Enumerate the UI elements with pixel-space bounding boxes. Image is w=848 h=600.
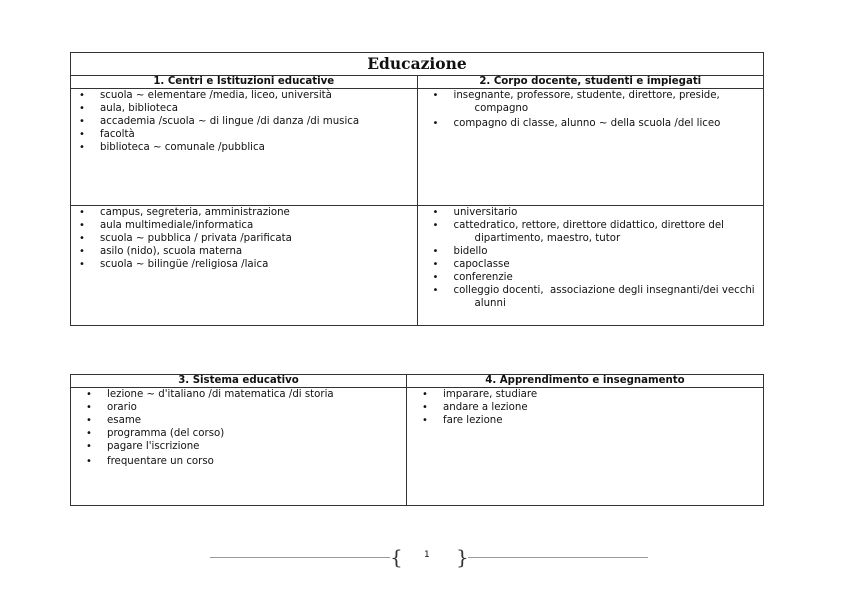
cell-apprendimento [407,388,764,506]
list-item: • scuola ~ bilingüe /religiosa /laica [71,258,417,271]
page-title: Educazione [71,53,764,76]
list-centri-row1 [71,89,417,154]
list-item: • aula, biblioteca [71,102,417,115]
cell-centri-row2 [71,206,418,326]
education-table-1 [70,52,764,326]
list-item: • scuola ~ elementare /media, liceo, università [71,89,417,102]
list-item: • insegnante, professore, studente, direttore, preside, compagno [418,89,764,115]
list-apprendimento [407,388,763,427]
header-apprendimento: 4. Apprendimento e insegnamento [407,375,764,388]
list-item: • biblioteca ~ comunale /pubblica [71,141,417,154]
list-corpo-row2 [418,206,764,310]
list-item: • compagno di classe, alunno ~ della scuola /del liceo [418,117,764,130]
header-sistema-educativo: 3. Sistema educativo [71,375,407,388]
list-item: • capoclasse [418,258,764,271]
list-centri-row2 [71,206,417,271]
cell-corpo-row1 [417,89,764,206]
header-centri-istituzioni: 1. Centri e Istituzioni educative [71,76,418,89]
list-item: • orario [71,401,406,414]
list-item: • bidello [418,245,764,258]
left-brace-decoration: { [390,545,403,569]
list-item: • universitario [418,206,764,219]
cell-corpo-row2 [417,206,764,326]
list-item: • programma (del corso) [71,427,406,440]
footer-rule-left [210,557,390,558]
footer-rule-right [468,557,648,558]
list-item: • esame [71,414,406,427]
list-item: • colleggio docenti, associazione degli insegnanti/dei vecchi alunni [418,284,764,310]
list-item: • andare a lezione [407,401,763,414]
list-item: • accademia /scuola ~ di lingue /di danza /di musica [71,115,417,128]
list-item: • lezione ~ d'italiano /di matematica /di storia [71,388,406,401]
education-table-2 [70,374,764,506]
list-item: • pagare l'iscrizione [71,440,406,453]
cell-sistema [71,388,407,506]
list-item: • scuola ~ pubblica / privata /parificata [71,232,417,245]
list-item: • campus, segreteria, amministrazione [71,206,417,219]
list-item: • facoltà [71,128,417,141]
header-corpo-docente: 2. Corpo docente, studenti e impiegati [417,76,764,89]
list-item: • frequentare un corso [71,455,406,468]
list-corpo-row1 [418,89,764,130]
right-brace-decoration: } [456,545,469,569]
page-number: 1 [424,550,430,560]
list-sistema [71,388,406,468]
list-item: • fare lezione [407,414,763,427]
list-item: • imparare, studiare [407,388,763,401]
list-item: • aula multimediale/informatica [71,219,417,232]
list-item: • conferenzie [418,271,764,284]
list-item: • asilo (nido), scuola materna [71,245,417,258]
list-item: • cattedratico, rettore, direttore didattico, direttore del dipartimento, maestro, tutor [418,219,764,245]
cell-centri-row1 [71,89,418,206]
